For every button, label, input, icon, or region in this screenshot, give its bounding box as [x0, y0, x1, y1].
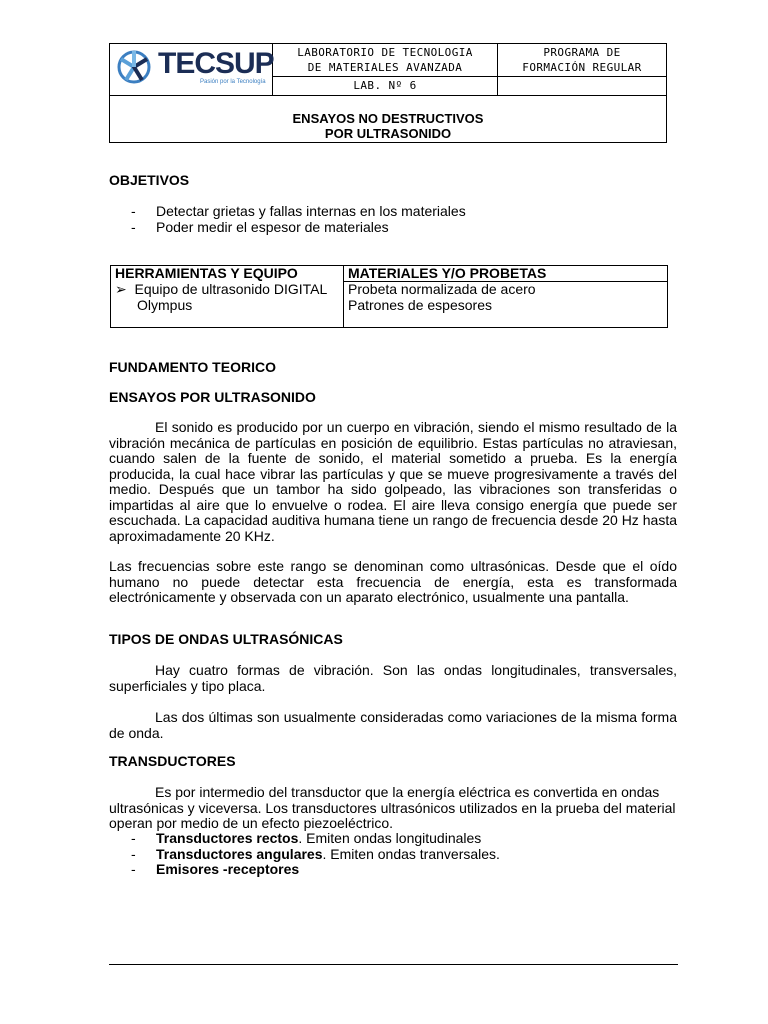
tools-col2-header: MATERIALES Y/O PROBETAS: [348, 265, 547, 281]
list-item: - Detectar grietas y fallas internas en los materiales: [131, 203, 466, 219]
document-title: [110, 111, 666, 141]
tecsup-logo-icon: [114, 47, 154, 87]
logo-text: TECSUP: [158, 47, 274, 80]
program-title: [498, 45, 666, 75]
list-item: - Transductores angulares. Emiten ondas tranversales.: [131, 845, 500, 862]
tecsup-logo: [114, 46, 274, 90]
program-line2: FORMACIÓN REGULAR: [522, 61, 642, 74]
list-item: - Emisores -receptores: [131, 861, 300, 877]
material-item: Probeta normalizada de acero: [348, 281, 536, 297]
lab-title-line1: LABORATORIO DE TECNOLOGIA: [297, 46, 473, 59]
tools-table: [110, 265, 668, 328]
tipos-paragraph-1: Hay cuatro formas de vibración. Son las ondas longitudinales, transversales, superficiales y tipo placa.: [109, 662, 677, 694]
list-item: - Poder medir el espesor de materiales: [131, 218, 389, 235]
header-table: [109, 43, 667, 143]
program-line1: PROGRAMA DE: [543, 46, 621, 59]
transductores-list: [109, 831, 500, 878]
tool-item-line1: Equipo de ultrasonido DIGITAL: [134, 281, 328, 297]
fundamento-paragraph-1: El sonido es producido por un cuerpo en vibración, siendo el mismo resultado de la vibración mecánica de partículas en posición de equilibrio. Estas partículas no atraviesan, cuando salen de la fuente de sonido, el material sometido a prueba. Es la energía producida, la cual hace vibrar las partículas y que se mueve progresivamente a través del medio. Después que un tambor ha sido golpeado, las vibraciones son transferidas o impartidas al aire que lo envuelve o rodea. El aire lleva consigo energía que puede ser escuchada. La capacidad auditiva humana tiene un rango de frecuencia desde 20 Hz hasta aproximadamente 20 KHz.: [109, 419, 677, 544]
logo-tagline: Pasión por la Tecnología: [200, 79, 266, 85]
list-item: - Transductores rectos. Emiten ondas longitudinales: [131, 830, 482, 846]
lab-title: [273, 45, 497, 75]
document-title-line1: ENSAYOS NO DESTRUCTIVOS: [292, 111, 484, 126]
tipos-heading: TIPOS DE ONDAS ULTRASÓNICAS: [109, 631, 343, 647]
objectives-list: [109, 204, 466, 235]
lab-title-line2: DE MATERIALES AVANZADA: [307, 61, 463, 74]
transductores-paragraph: Es por intermedio del transductor que la energía eléctrica es convertida en ondas ultrasónicas y viceversa. Los transductores ultrasónicos utilizados en la prueba del material operan por medio de un efecto piezoeléctrico.: [109, 784, 676, 831]
fundamento-paragraph-2: Las frecuencias sobre este rango se denominan como ultrasónicas. Desde que el oído humano no puede detectar esta frecuencia de energía, esta es transformada electrónicamente y observada con un aparato electrónico, usualmente una pantalla.: [109, 558, 677, 605]
ensayos-subheading: ENSAYOS POR ULTRASONIDO: [109, 389, 316, 405]
tools-col1-cell: [115, 282, 341, 313]
tools-col1-header: HERRAMIENTAS Y EQUIPO: [115, 265, 298, 281]
transductores-heading: TRANSDUCTORES: [109, 753, 236, 769]
tool-item-line2: Olympus: [137, 296, 193, 313]
tipos-paragraph-2: Las dos últimas son usualmente consideradas como variaciones de la misma forma de onda.: [109, 709, 677, 741]
arrow-bullet-icon: ➢: [115, 281, 127, 297]
objectives-heading: OBJETIVOS: [109, 172, 190, 188]
lab-number: LAB. Nº 6: [353, 79, 417, 92]
fundamento-heading: FUNDAMENTO TEORICO: [109, 359, 276, 375]
footer-divider: [109, 964, 678, 965]
document-title-line2: POR ULTRASONIDO: [324, 126, 452, 141]
tools-col2-cell: [348, 282, 536, 313]
material-item: Patrones de espesores: [348, 296, 492, 313]
